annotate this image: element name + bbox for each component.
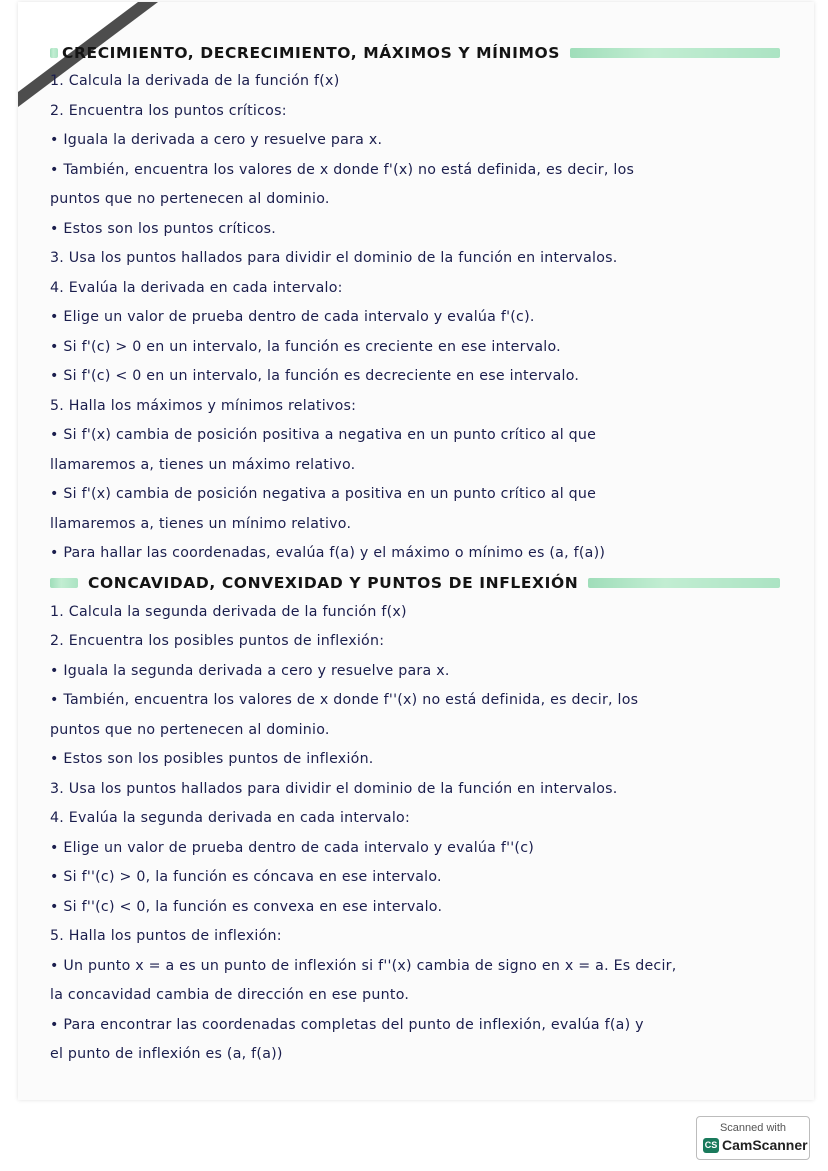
note-line: 4. Evalúa la derivada en cada intervalo: — [50, 279, 343, 296]
note-line: 1. Calcula la segunda derivada de la función f(x) — [50, 603, 407, 620]
note-line: 3. Usa los puntos hallados para dividir el dominio de la función en intervalos. — [50, 250, 618, 266]
note-line: • Estos son los puntos críticos. — [50, 220, 277, 237]
section1-heading-row — [50, 38, 810, 67]
section2-heading-row — [50, 569, 810, 598]
note-line: 2. Encuentra los puntos críticos: — [50, 102, 287, 119]
note-line: • Iguala la derivada a cero y resuelve para x. — [50, 132, 383, 148]
note-line: 4. Evalúa la segunda derivada en cada intervalo: — [50, 810, 410, 826]
note-line: • Si f''(c) > 0, la función es cóncava en ese intervalo. — [50, 869, 442, 885]
note-line: • Elige un valor de prueba dentro de cada intervalo y evalúa f'(c). — [50, 309, 535, 325]
section1-body — [50, 67, 810, 569]
highlighter-mark — [570, 48, 780, 58]
section2-body — [50, 598, 810, 1070]
note-line: • Si f'(x) cambia de posición negativa a positiva en un punto crítico al que — [50, 486, 597, 502]
note-line: la concavidad cambia de dirección en ese punto. — [50, 987, 410, 1003]
note-line: 3. Usa los puntos hallados para dividir el dominio de la función en intervalos. — [50, 780, 618, 797]
note-line: llamaremos a, tienes un máximo relativo. — [50, 456, 356, 473]
note-line: • Para encontrar las coordenadas completas del punto de inflexión, evalúa f(a) y — [50, 1016, 644, 1033]
camscanner-watermark — [696, 1116, 810, 1160]
highlighter-mark — [50, 48, 58, 58]
note-line: 1. Calcula la derivada de la función f(x) — [50, 73, 340, 89]
watermark-caption: Scanned with — [719, 1122, 787, 1134]
note-line: el punto de inflexión es (a, f(a)) — [50, 1046, 283, 1062]
note-line: • Si f'(x) cambia de posición positiva a negativa en un punto crítico al que — [50, 427, 597, 443]
note-line: • Un punto x = a es un punto de inflexión si f''(x) cambia de signo en x = a. Es decir, — [50, 957, 677, 974]
notes-content — [50, 38, 810, 1070]
note-line: • Para hallar las coordenadas, evalúa f(a) y el máximo o mínimo es (a, f(a)) — [50, 545, 606, 561]
note-line: • Iguala la segunda derivada a cero y resuelve para x. — [50, 662, 450, 679]
camscanner-logo-icon: CS — [703, 1138, 719, 1153]
note-line: llamaremos a, tienes un mínimo relativo. — [50, 515, 352, 532]
section1-heading: CRECIMIENTO, DECRECIMIENTO, MÁXIMOS Y MÍNIMOS — [62, 43, 561, 62]
note-line: puntos que no pertenecen al dominio. — [50, 721, 330, 738]
note-line: 5. Halla los máximos y mínimos relativos: — [50, 397, 357, 414]
note-line: • Estos son los posibles puntos de inflexión. — [50, 751, 374, 767]
note-line: • Si f'(c) > 0 en un intervalo, la función es creciente en ese intervalo. — [50, 338, 561, 355]
note-line: • También, encuentra los valores de x donde f'(x) no está definida, es decir, los — [50, 161, 635, 178]
highlighter-mark — [588, 578, 780, 588]
note-line: • También, encuentra los valores de x donde f''(x) no está definida, es decir, los — [50, 692, 639, 708]
watermark-name: CamScanner — [722, 1137, 808, 1153]
note-line: 2. Encuentra los posibles puntos de inflexión: — [50, 633, 385, 649]
note-line: 5. Halla los puntos de inflexión: — [50, 928, 282, 944]
note-line: • Si f''(c) < 0, la función es convexa en ese intervalo. — [50, 898, 443, 915]
highlighter-mark — [50, 578, 78, 588]
section2-heading: CONCAVIDAD, CONVEXIDAD Y PUNTOS DE INFLEXIÓN — [88, 574, 579, 592]
note-line: • Elige un valor de prueba dentro de cada intervalo y evalúa f''(c) — [50, 839, 535, 856]
note-line: puntos que no pertenecen al dominio. — [50, 191, 330, 207]
note-line: • Si f'(c) < 0 en un intervalo, la función es decreciente en ese intervalo. — [50, 368, 580, 384]
